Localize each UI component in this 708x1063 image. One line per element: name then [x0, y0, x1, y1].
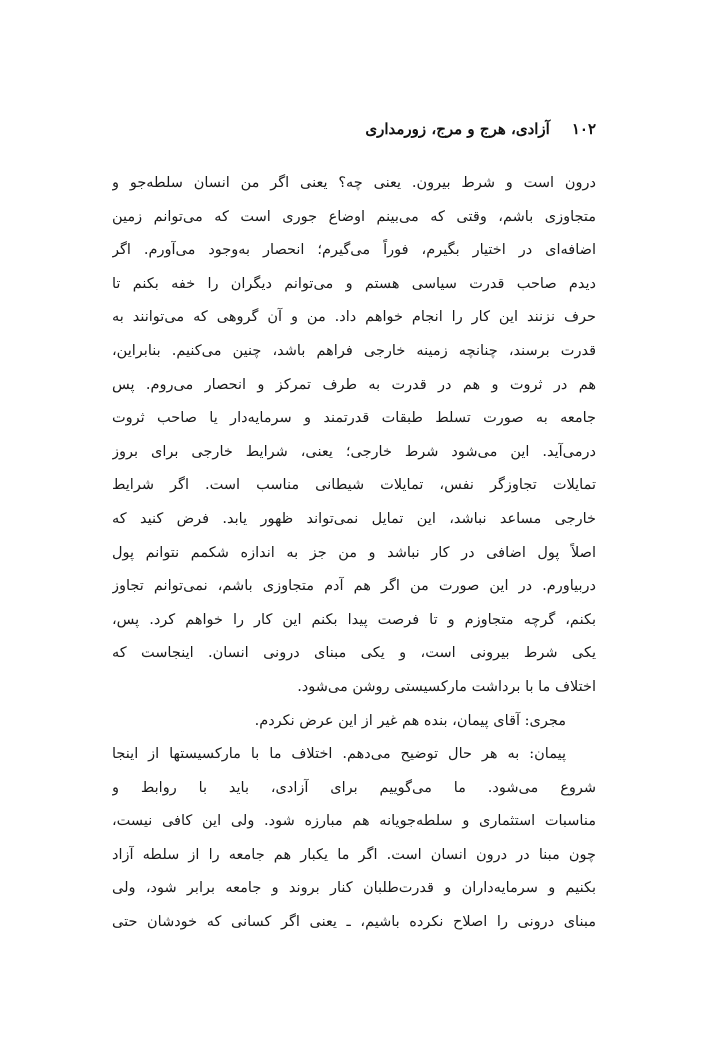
text-line: اصلاً پول اضافی در کار نباشد و من جز به اندازه شکمم نتوانم پول — [112, 544, 596, 561]
text-line: درون است و شرط بیرون. یعنی چه؟ یعنی اگر من انسان سلطه‌جو و — [112, 175, 596, 191]
running-header — [112, 120, 596, 144]
dialogue-line: مجری: آقای پیمان، بنده هم غیر از این عرض نکردم. — [254, 712, 566, 729]
text-line: حرف نزنند این کار را انجام خواهم داد. من و آن گروهی که می‌توانند به — [112, 309, 596, 326]
text-line: بکنیم و سرمایه‌داران و قدرت‌طلبان کنار بروند و جامعه برابر شود، ولی — [112, 880, 596, 897]
text-line: درمی‌آید. این می‌شود شرط خارجی؛ یعنی، شرایط خارجی برای بروز — [112, 443, 596, 460]
text-line: دیدم صاحب قدرت سیاسی هستم و می‌توانم دیگران را خفه بکنم تا — [112, 275, 596, 292]
text-line: بکنم، گرچه متجاوزم و تا فرصت پیدا بکنم این کار را خواهم کرد. پس، — [112, 611, 596, 628]
text-line: مبنای درونی را اصلاح نکرده باشیم، ـ یعنی اگر کسانی که خودشان حتی — [112, 914, 596, 931]
text-line: هم در ثروت و هم در قدرت به طرف تمرکز و انحصار می‌روم. پس — [112, 376, 596, 393]
page-body-text — [112, 167, 596, 940]
dialogue-line: پیمان: به هر حال توضیح می‌دهم. اختلاف ما با مارکسیستها از اینجا — [112, 746, 566, 763]
text-line: اختلاف ما با برداشت مارکسیستی روشن می‌شود. — [297, 678, 596, 695]
text-line: شروع می‌شود. ما می‌گوییم برای آزادی، باید با روابط و — [112, 779, 596, 796]
text-line: یکی شرط بیرونی است، و یکی مبنای درونی انسان. اینجاست که — [112, 645, 596, 662]
text-line: مناسبات استثماری و سلطه‌جویانه هم مبارزه شود. ولی این کافی نیست، — [112, 813, 596, 830]
text-line: خارجی مساعد نباشد، این تمایل نمی‌تواند ظهور یابد. فرض کنید که — [112, 510, 596, 527]
text-line: تمایلات تجاوزگر نفس، تمایلات شیطانی مناسب است. اگر شرایط — [112, 477, 596, 494]
page-number: ۱۰۲ — [571, 120, 596, 138]
running-title: آزادی، هرج و مرج، زورمداری — [365, 120, 550, 138]
text-line: قدرت برسند، چنانچه زمینه خارجی فراهم باشد، چنین می‌کنیم. بنابراین، — [112, 342, 596, 359]
text-line: دربیاورم. در این صورت من اگر هم آدم متجاوزی باشم، نمی‌توانم تجاوز — [112, 578, 596, 595]
text-line: چون مبنا در درون انسان است. اگر ما یکبار هم جامعه را از سلطه آزاد — [112, 846, 596, 863]
text-line: اضافه‌ای در اختیار بگیرم، فوراً می‌گیرم؛ انحصار به‌وجود می‌آورم. اگر — [112, 242, 596, 259]
text-line: متجاوزی باشم، وقتی که می‌بینم اوضاع جوری است که می‌توانم زمین — [112, 208, 596, 225]
text-line: جامعه به صورت تسلط طبقات قدرتمند و سرمایه‌دار یا صاحب ثروت — [112, 410, 596, 427]
